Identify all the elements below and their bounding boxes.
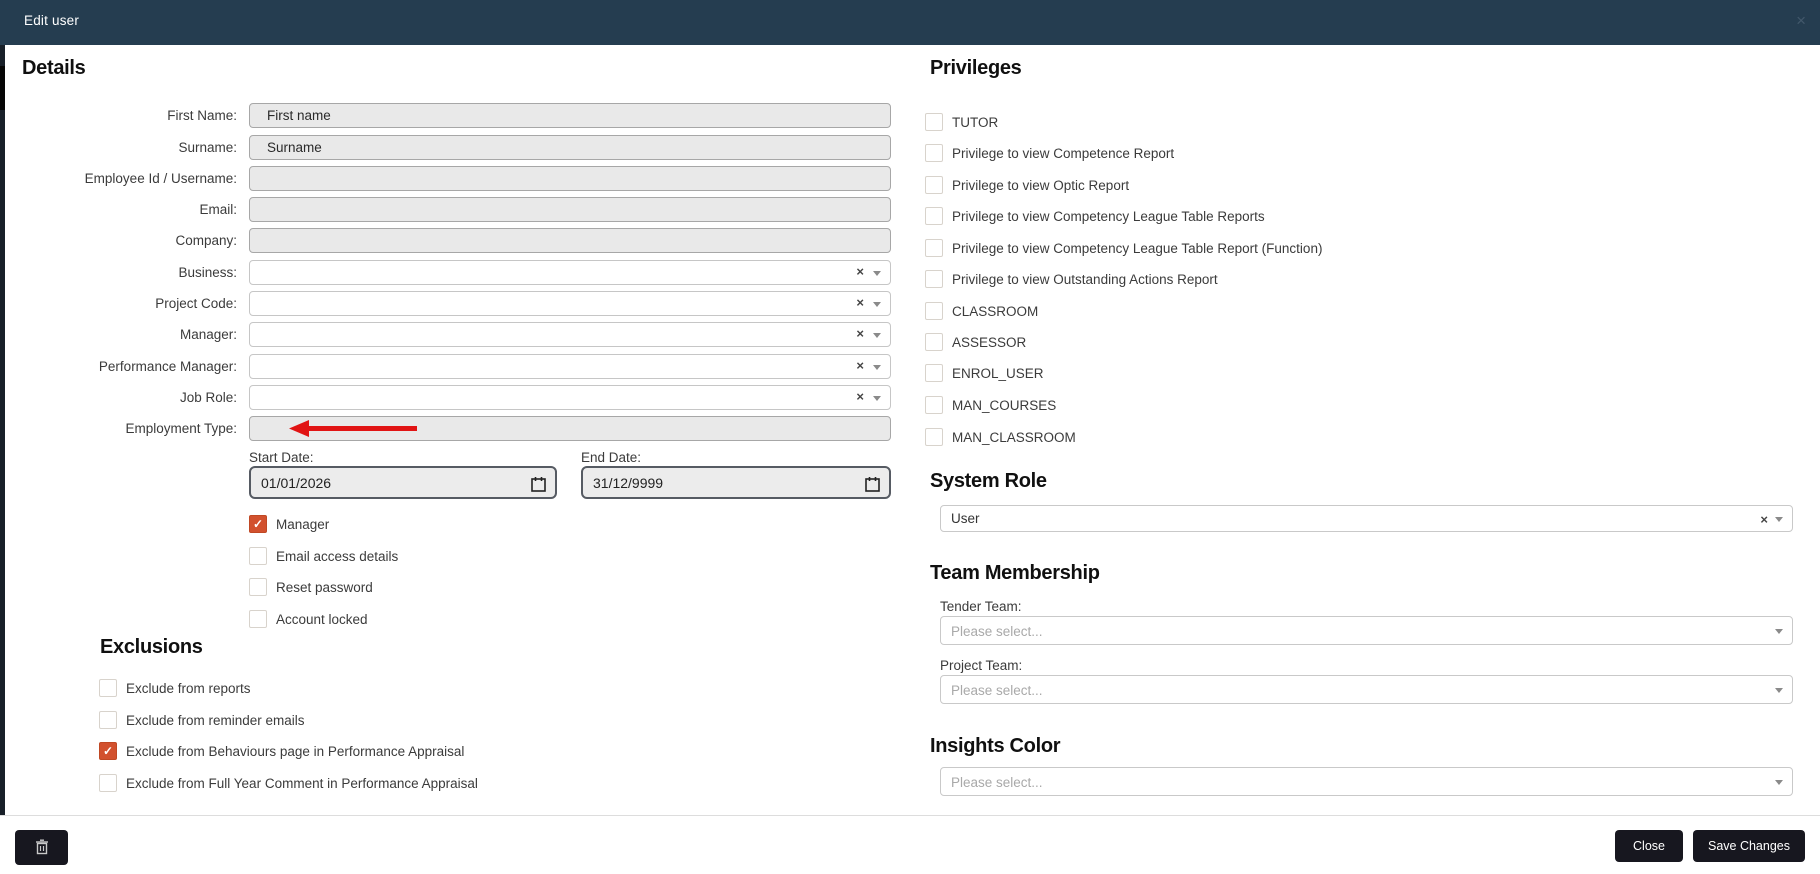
exclude-full-year-comment-checkbox[interactable] <box>99 774 117 792</box>
privilege-outstanding-actions-checkbox[interactable] <box>925 270 943 288</box>
surname-input: Surname <box>249 135 891 160</box>
dropdown-caret-icon <box>873 396 881 401</box>
checkbox-label: Privilege to view Outstanding Actions Report <box>952 272 1218 287</box>
calendar-icon[interactable] <box>865 476 880 492</box>
insights-color-placeholder: Please select... <box>951 775 1043 790</box>
surname-label: Surname: <box>178 140 237 155</box>
project-team-label: Project Team: <box>940 658 1023 673</box>
checkbox-label: Email access details <box>276 549 399 564</box>
insights-color-heading: Insights Color <box>930 735 1061 757</box>
tender-team-label: Tender Team: <box>940 599 1022 614</box>
dropdown-caret-icon <box>1775 688 1783 693</box>
tender-team-select[interactable] <box>940 616 1793 645</box>
clear-icon[interactable]: × <box>1760 512 1768 527</box>
background-page-strip <box>0 45 5 815</box>
project-team-placeholder: Please select... <box>951 683 1043 698</box>
dropdown-caret-icon <box>873 333 881 338</box>
email-access-checkbox[interactable] <box>249 547 267 565</box>
job-role-label: Job Role: <box>179 390 237 405</box>
dropdown-caret-icon <box>1775 780 1783 785</box>
manager-select[interactable] <box>249 322 891 347</box>
checkbox-label: ENROL_USER <box>952 366 1044 381</box>
clear-icon[interactable]: × <box>856 358 864 373</box>
exclude-reminder-emails-checkbox[interactable] <box>99 711 117 729</box>
privilege-optic-report-checkbox[interactable] <box>925 176 943 194</box>
checkbox-label: Privilege to view Competency League Table Reports <box>952 209 1265 224</box>
performance-manager-label: Performance Manager: <box>98 359 237 374</box>
check-icon: ✓ <box>252 517 264 531</box>
end-date-input[interactable]: 31/12/9999 <box>581 466 891 499</box>
business-label: Business: <box>178 265 237 280</box>
checkbox-label: MAN_CLASSROOM <box>952 430 1076 445</box>
save-changes-button[interactable]: Save Changes <box>1693 830 1805 862</box>
checkbox-label: Privilege to view Competence Report <box>952 146 1175 161</box>
employee-id-input <box>249 166 891 191</box>
checkbox-label: MAN_COURSES <box>952 398 1057 413</box>
company-label: Company: <box>175 233 237 248</box>
exclude-reports-checkbox[interactable] <box>99 679 117 697</box>
checkbox-label: Exclude from Behaviours page in Performance Appraisal <box>126 744 465 759</box>
delete-user-button[interactable] <box>15 830 68 865</box>
privilege-competence-report-checkbox[interactable] <box>925 144 943 162</box>
privilege-tutor-checkbox[interactable] <box>925 113 943 131</box>
check-icon: ✓ <box>102 744 114 758</box>
trash-icon <box>35 839 49 855</box>
dropdown-caret-icon <box>1775 629 1783 634</box>
dropdown-caret-icon <box>873 365 881 370</box>
checkbox-label: Manager <box>276 517 330 532</box>
reset-password-checkbox[interactable] <box>249 578 267 596</box>
close-icon[interactable]: × <box>1796 11 1806 30</box>
dropdown-caret-icon <box>873 271 881 276</box>
clear-icon[interactable]: × <box>856 295 864 310</box>
privilege-man-courses-checkbox[interactable] <box>925 396 943 414</box>
manager-checkbox[interactable] <box>249 515 267 533</box>
clear-icon[interactable]: × <box>856 326 864 341</box>
clear-icon[interactable]: × <box>856 389 864 404</box>
checkbox-label: Account locked <box>276 612 368 627</box>
privilege-enrol-user-checkbox[interactable] <box>925 364 943 382</box>
employment-type-input <box>249 416 891 441</box>
system-role-heading: System Role <box>930 470 1047 492</box>
employee-id-label: Employee Id / Username: <box>84 171 237 186</box>
exclude-behaviours-checkbox[interactable] <box>99 742 117 760</box>
dropdown-caret-icon <box>1775 517 1783 522</box>
project-team-select[interactable] <box>940 675 1793 704</box>
team-membership-heading: Team Membership <box>930 562 1100 584</box>
checkbox-label: Privilege to view Competency League Table Report (Function) <box>952 241 1323 256</box>
modal-title: Edit user <box>24 13 80 28</box>
privileges-heading: Privileges <box>930 57 1022 79</box>
account-locked-checkbox[interactable] <box>249 610 267 628</box>
start-date-input[interactable]: 01/01/2026 <box>249 466 557 499</box>
dropdown-caret-icon <box>873 302 881 307</box>
exclusions-heading: Exclusions <box>100 636 203 658</box>
start-date-label: Start Date: <box>249 450 314 465</box>
business-select[interactable] <box>249 260 891 285</box>
system-role-value: User <box>951 511 980 526</box>
checkbox-label: Exclude from Full Year Comment in Performance Appraisal <box>126 776 478 791</box>
calendar-icon[interactable] <box>531 476 546 492</box>
project-code-label: Project Code: <box>155 296 237 311</box>
email-input <box>249 197 891 222</box>
checkbox-label: TUTOR <box>952 115 999 130</box>
checkbox-label: Exclude from reports <box>126 681 251 696</box>
details-heading: Details <box>22 57 86 79</box>
privilege-man-classroom-checkbox[interactable] <box>925 428 943 446</box>
insights-color-select[interactable] <box>940 767 1793 796</box>
first-name-input: First name <box>249 103 891 128</box>
footer-divider <box>0 815 1820 816</box>
job-role-select[interactable] <box>249 385 891 410</box>
privilege-classroom-checkbox[interactable] <box>925 302 943 320</box>
manager-label: Manager: <box>179 327 237 342</box>
background-page-strip-dark <box>0 66 5 110</box>
checkbox-label: Exclude from reminder emails <box>126 713 305 728</box>
company-input <box>249 228 891 253</box>
performance-manager-select[interactable] <box>249 354 891 379</box>
employment-type-label: Employment Type: <box>125 421 237 436</box>
modal-header <box>0 0 1820 45</box>
first-name-label: First Name: <box>167 108 237 123</box>
close-button[interactable]: Close <box>1615 830 1683 862</box>
checkbox-label: ASSESSOR <box>952 335 1027 350</box>
project-code-select[interactable] <box>249 291 891 316</box>
email-label: Email: <box>199 202 237 217</box>
privilege-assessor-checkbox[interactable] <box>925 333 943 351</box>
end-date-label: End Date: <box>581 450 642 465</box>
privilege-league-table-reports-checkbox[interactable] <box>925 207 943 225</box>
privilege-league-table-function-checkbox[interactable] <box>925 239 943 257</box>
checkbox-label: Reset password <box>276 580 373 595</box>
tender-team-placeholder: Please select... <box>951 624 1043 639</box>
checkbox-label: CLASSROOM <box>952 304 1039 319</box>
checkbox-label: Privilege to view Optic Report <box>952 178 1130 193</box>
clear-icon[interactable]: × <box>856 264 864 279</box>
system-role-select[interactable] <box>940 505 1793 532</box>
